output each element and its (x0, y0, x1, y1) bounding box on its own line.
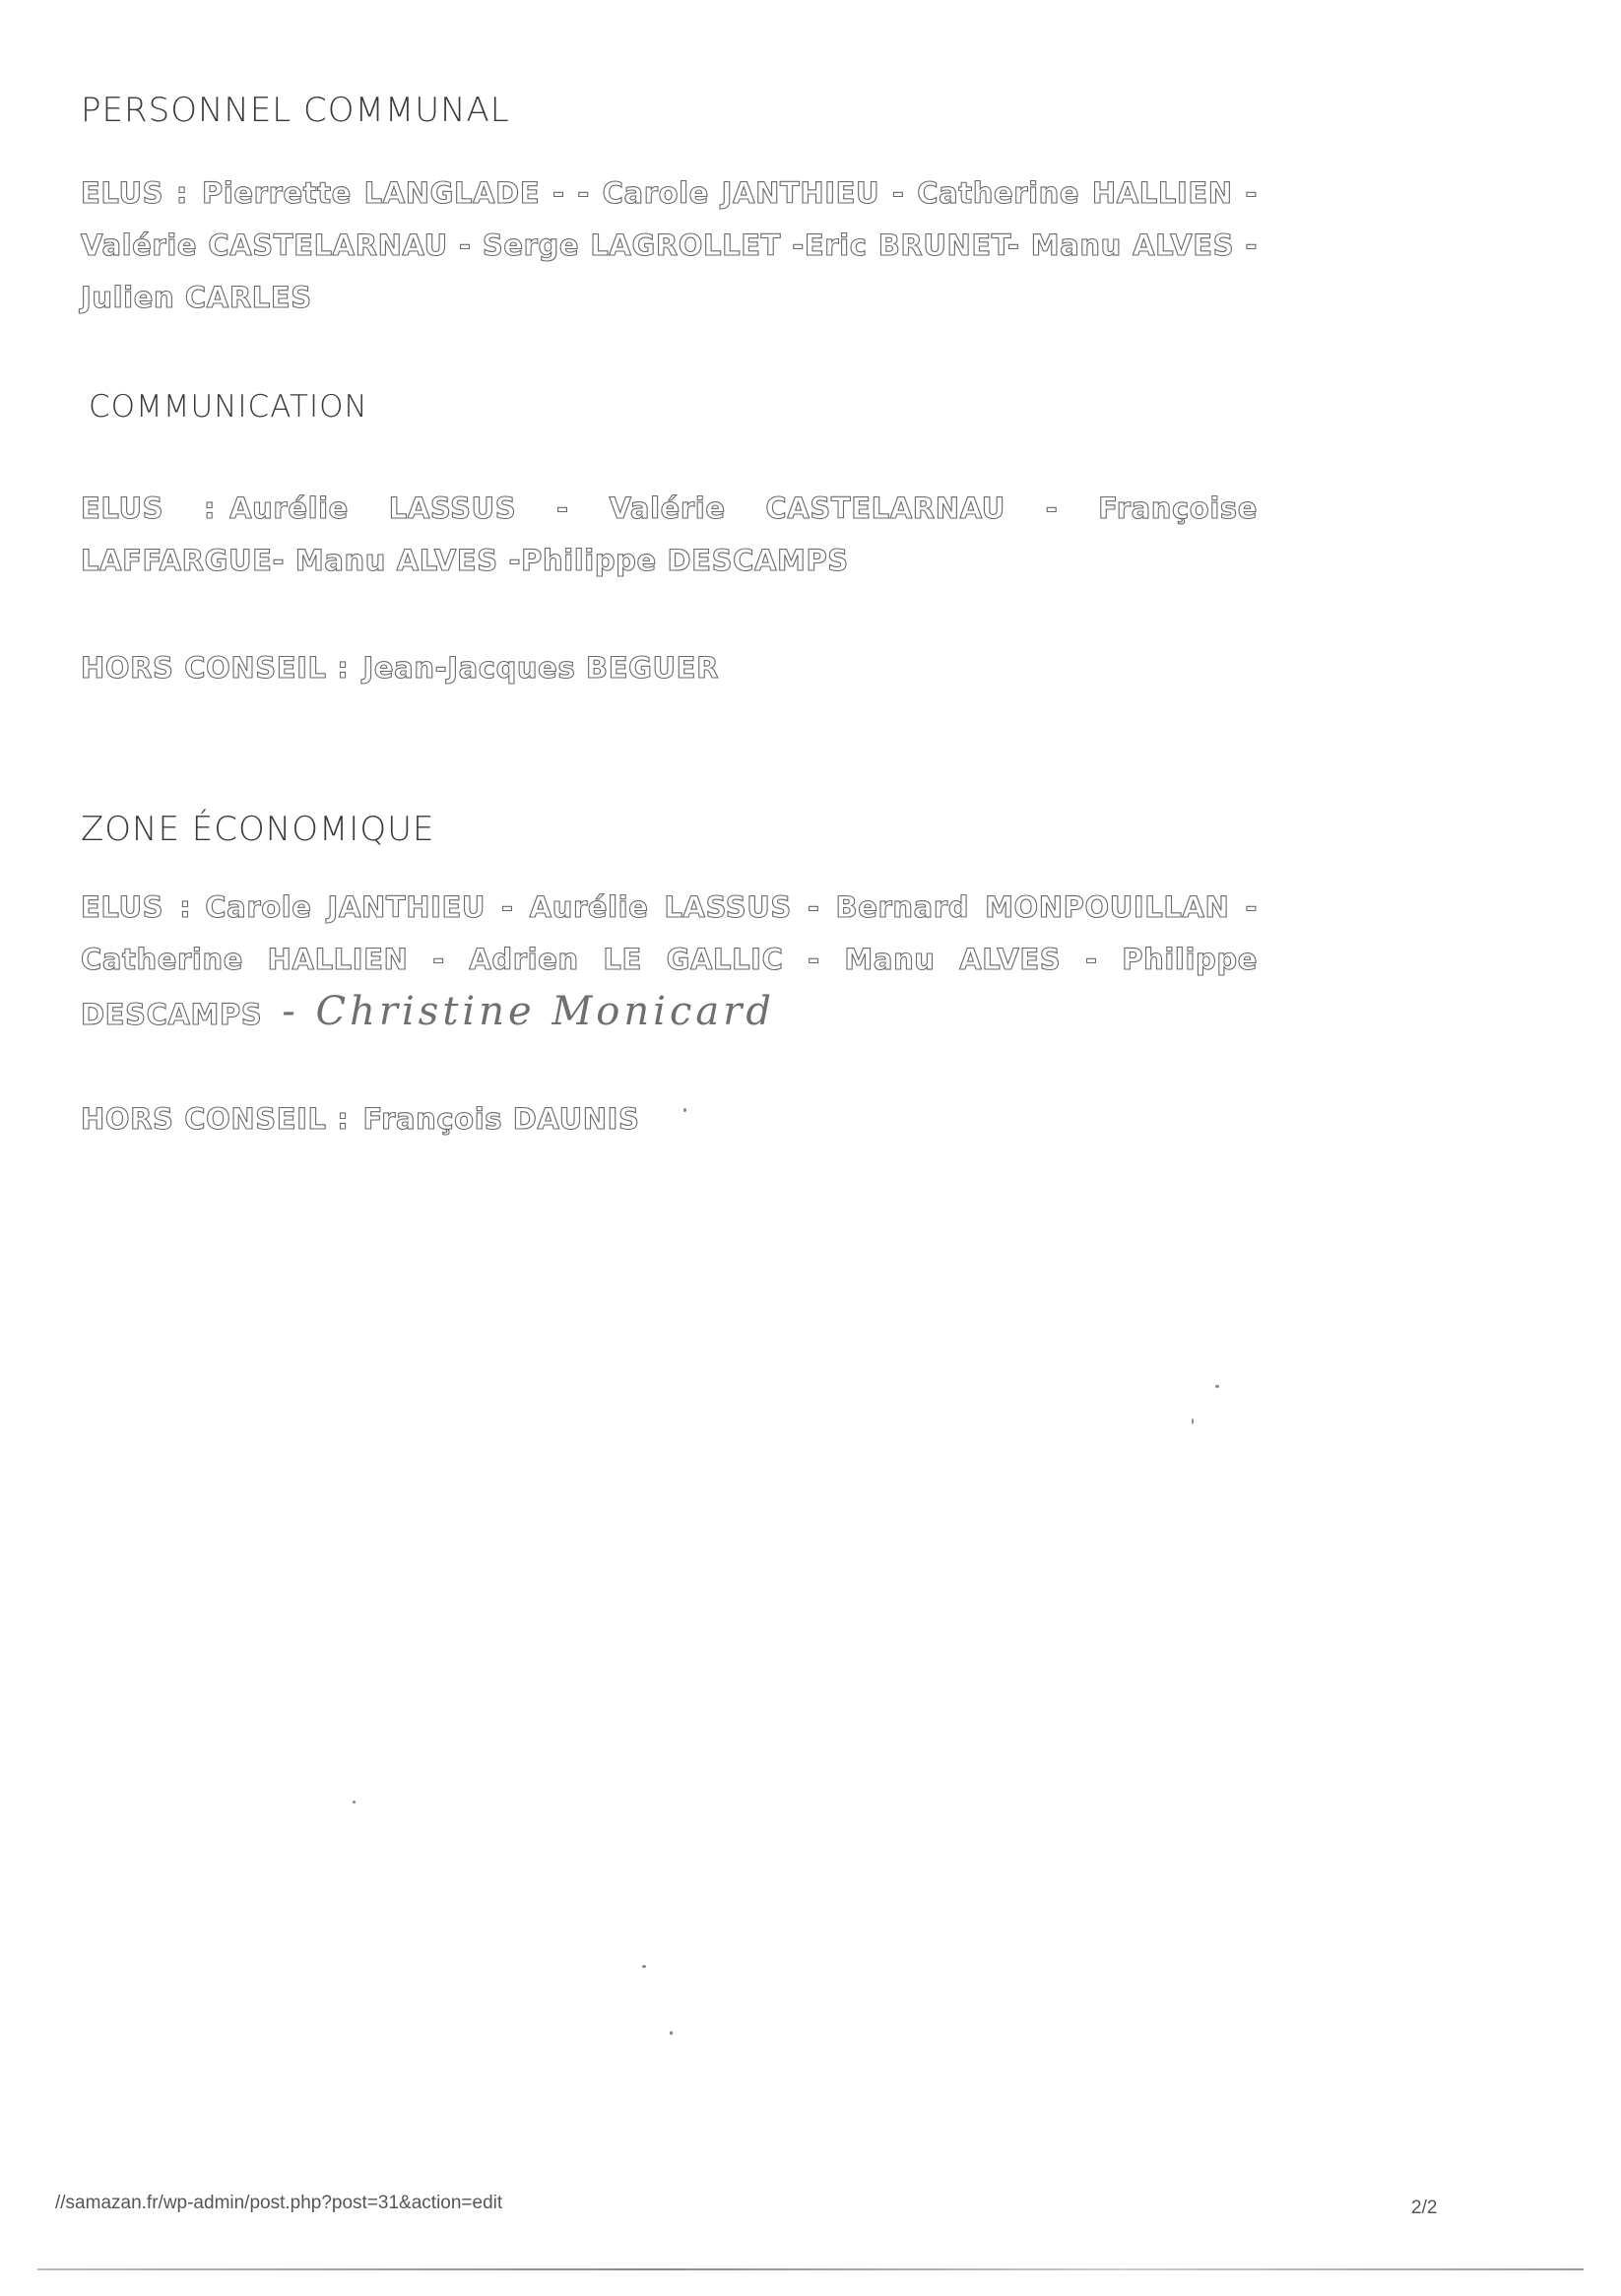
elus-label: ELUS : (81, 492, 217, 525)
hors-conseil-names: Jean-Jacques BEGUER (362, 651, 720, 685)
personnel-communal-elus (81, 167, 1258, 324)
bottom-divider (37, 2268, 1584, 2270)
footer-page-number: 2/2 (1411, 2198, 1438, 2218)
zone-economique-elus (81, 882, 1258, 1041)
handwritten-addition: - Christine Monicard (282, 989, 775, 1034)
section-title-communication: COMMUNICATION (89, 389, 368, 425)
scan-speck (670, 2031, 673, 2035)
scan-speck (1192, 1418, 1194, 1424)
hors-conseil-names: François DAUNIS (362, 1102, 640, 1136)
scan-speck (642, 1965, 646, 1968)
scan-speck (353, 1801, 356, 1804)
elus-names: Aurélie LASSUS - Valérie CASTELARNAU - Françoise LAFFARGUE- Manu ALVES -Philippe DESCAMPS (81, 492, 1259, 577)
scan-speck (683, 1108, 686, 1112)
scan-speck (1215, 1385, 1219, 1388)
communication-hors-conseil (81, 642, 1258, 694)
section-title-personnel-communal: PERSONNEL COMMUNAL (81, 91, 510, 130)
elus-label: ELUS : (81, 890, 192, 924)
hors-conseil-label: HORS CONSEIL : (81, 1102, 350, 1136)
elus-names: Carole JANTHIEU - Aurélie LASSUS - Bernard MONPOUILLAN - Catherine HALLIEN - Adrien LE GALLIC - Manu ALVES - Philippe DESCAMPS (81, 890, 1258, 1031)
communication-elus (81, 483, 1258, 587)
section-title-zone-economique: ZONE ÉCONOMIQUE (81, 810, 435, 849)
elus-label: ELUS : (81, 176, 188, 210)
hors-conseil-label: HORS CONSEIL : (81, 651, 350, 685)
elus-names: Pierrette LANGLADE - - Carole JANTHIEU - Catherine HALLIEN - Valérie CASTELARNAU - Serge LAGROLLET -Eric BRUNET- Manu ALVES - Julien CARLES (81, 176, 1258, 314)
zone-economique-hors-conseil (81, 1093, 1258, 1146)
footer-url: //samazan.fr/wp-admin/post.php?post=31&action=edit (55, 2193, 503, 2213)
